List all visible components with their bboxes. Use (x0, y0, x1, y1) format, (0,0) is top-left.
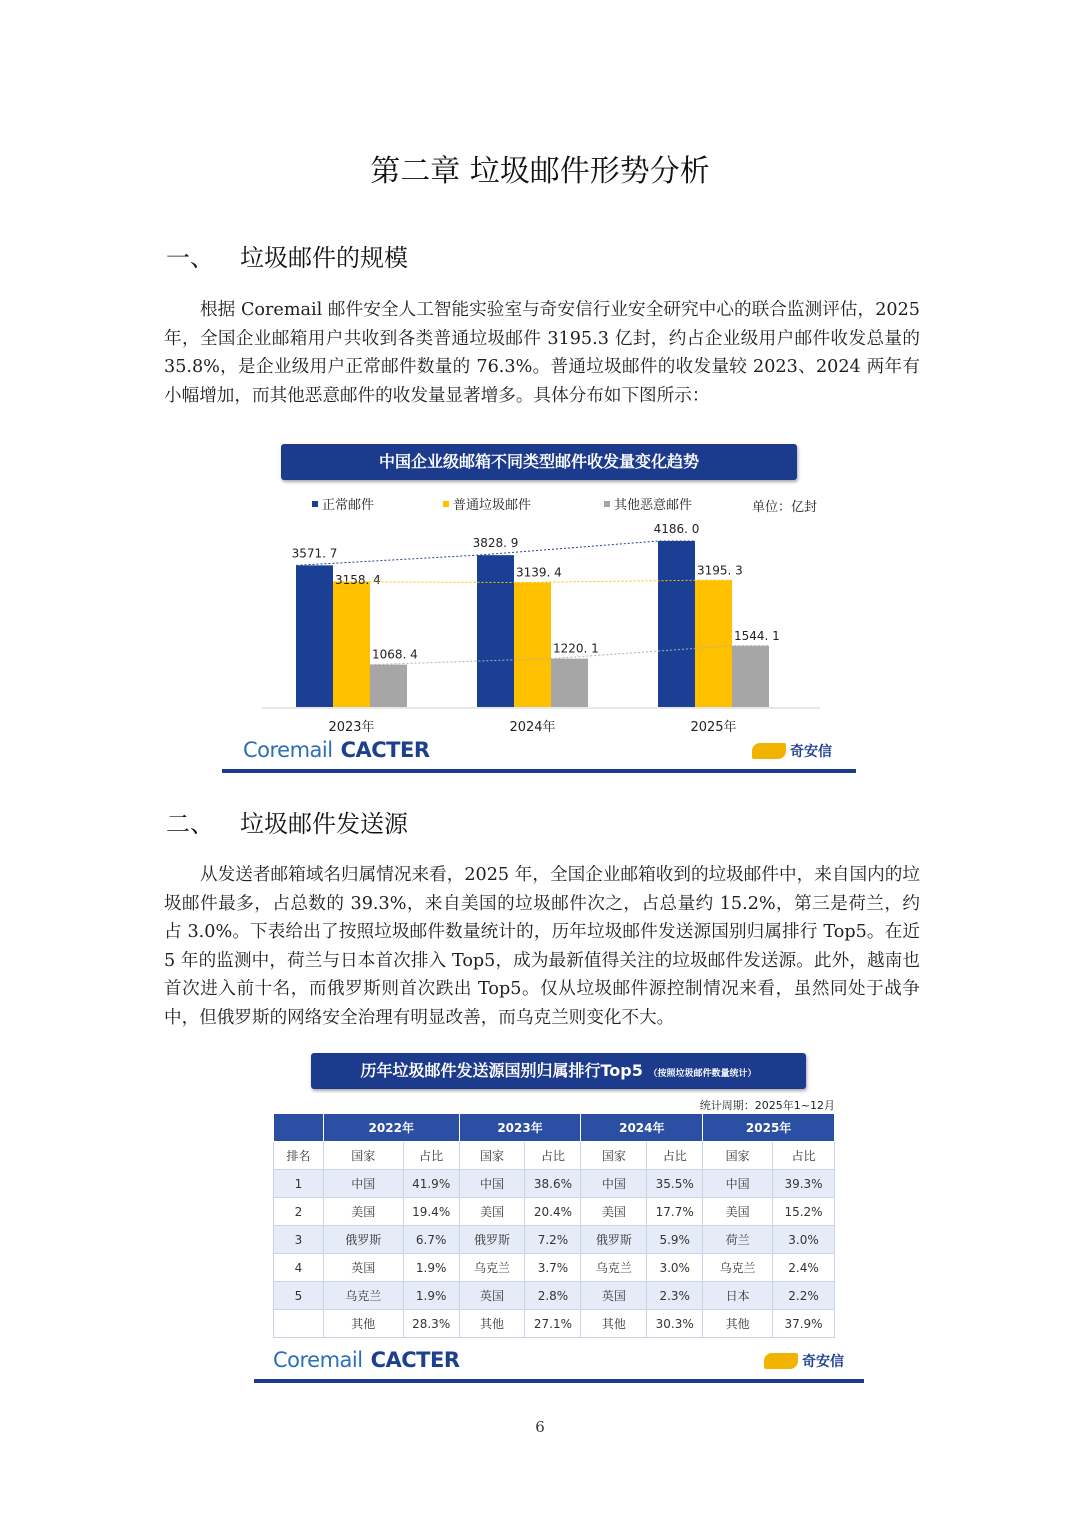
rank-cell: 3 (274, 1226, 324, 1254)
share-header: 占比 (403, 1142, 459, 1170)
share-cell: 2.3% (647, 1282, 703, 1310)
share-cell: 35.5% (647, 1170, 703, 1198)
share-cell: 2.8% (525, 1282, 581, 1310)
share-cell: 30.3% (647, 1310, 703, 1338)
share-cell: 5.9% (647, 1226, 703, 1254)
table-bottom-rule (254, 1379, 864, 1383)
country-cell: 中国 (703, 1170, 773, 1198)
country-cell: 其他 (323, 1310, 403, 1338)
country-cell: 英国 (581, 1282, 647, 1310)
page-number: 6 (535, 1418, 545, 1436)
country-cell: 其他 (459, 1310, 525, 1338)
legend-label-normal: 正常邮件 (322, 498, 375, 513)
country-cell: 乌克兰 (323, 1282, 403, 1310)
table-period: 统计周期：2025年1~12月 (699, 1099, 835, 1112)
rank-cell: 4 (274, 1254, 324, 1282)
year-header-blank (274, 1114, 324, 1142)
rank-cell (274, 1310, 324, 1338)
data-label: 4186. 0 (653, 522, 700, 536)
country-header: 国家 (581, 1142, 647, 1170)
country-cell: 中国 (459, 1170, 525, 1198)
country-cell: 其他 (703, 1310, 773, 1338)
qianxin-logo-text: 奇安信 (790, 744, 832, 760)
year-header: 2025年 (703, 1114, 835, 1142)
qianxin-logo-text: 奇安信 (802, 1354, 844, 1370)
coremail-logo-text: Coremail (273, 1348, 363, 1372)
share-cell: 3.0% (773, 1226, 835, 1254)
coremail-logo-text: Coremail (243, 738, 333, 762)
share-header: 占比 (647, 1142, 703, 1170)
share-cell: 7.2% (525, 1226, 581, 1254)
share-cell: 1.9% (403, 1282, 459, 1310)
year-header: 2022年 (323, 1114, 459, 1142)
data-label: 3571. 7 (291, 546, 338, 561)
cacter-logo-text: CACTER (370, 1348, 460, 1372)
qianxin-logo-2 (764, 1351, 844, 1371)
share-cell: 17.7% (647, 1198, 703, 1226)
share-cell: 20.4% (525, 1198, 581, 1226)
rank-cell: 2 (274, 1198, 324, 1226)
country-cell: 其他 (581, 1310, 647, 1338)
table-title: 历年垃圾邮件发送源国别归属排行Top5 (360, 1061, 643, 1080)
coremail-logo-2 (273, 1348, 460, 1372)
bar-normal (477, 555, 514, 707)
bar-malicious (370, 665, 407, 707)
country-cell: 美国 (323, 1198, 403, 1226)
legend-label-spam: 普通垃圾邮件 (453, 498, 532, 513)
data-label: 3139. 4 (516, 565, 562, 580)
qianxin-logo (752, 741, 832, 761)
share-cell: 6.7% (403, 1226, 459, 1254)
share-header: 占比 (525, 1142, 581, 1170)
section2-title: 垃圾邮件发送源 (240, 810, 408, 838)
country-cell: 乌克兰 (703, 1254, 773, 1282)
bar-normal (658, 541, 695, 707)
cacter-logo-text: CACTER (340, 738, 430, 762)
data-label: 3158. 4 (335, 572, 381, 587)
share-cell: 1.9% (403, 1254, 459, 1282)
section2-number: 二、 (166, 810, 214, 838)
section1-number: 一、 (166, 244, 214, 272)
country-header: 国家 (703, 1142, 773, 1170)
bar-malicious (551, 659, 588, 707)
share-cell: 15.2% (773, 1198, 835, 1226)
table-row (274, 1254, 835, 1282)
country-cell: 俄罗斯 (459, 1226, 525, 1254)
data-label: 1544. 1 (734, 628, 780, 643)
share-cell: 37.9% (773, 1310, 835, 1338)
bar-malicious (732, 646, 769, 707)
table-row (274, 1170, 835, 1198)
country-cell: 中国 (323, 1170, 403, 1198)
chart-title-banner: 中国企业级邮箱不同类型邮件收发量变化趋势 (281, 444, 797, 480)
share-cell: 28.3% (403, 1310, 459, 1338)
table-column-header-row (274, 1142, 835, 1170)
bar-normal (296, 565, 333, 707)
data-label: 1220. 1 (553, 641, 599, 656)
x-tick-label: 2025年 (690, 720, 737, 735)
country-cell: 俄罗斯 (581, 1226, 647, 1254)
section2-paragraph: 从发送者邮箱域名归属情况来看，2025 年，全国企业邮箱收到的垃圾邮件中，来自国内的垃圾邮件最多，占总数的 39.3%，来自美国的垃圾邮件次之，占总量约 15.2%，第三是荷兰，约占 3.0%。下表给出了按照垃圾邮件数量统计的，历年垃圾邮件发送源国别归属排行 Top5。在近 5 年的监测中，荷兰与日本首次排入 Top5，成为最新值得关注的垃圾邮件发送源。此外，越南也首次进入前十名，而俄罗斯则首次跌出 Top5。仅从垃圾邮件源控制情况来看，虽然同处于战争中，但俄罗斯的网络安全治理有明显改善，而乌克兰则变化不大。 (164, 865, 920, 1028)
table-subtitle: （按照垃圾邮件数量统计） (648, 1069, 757, 1079)
table-row (274, 1310, 835, 1338)
share-cell: 38.6% (525, 1170, 581, 1198)
data-label: 3195. 3 (697, 563, 743, 578)
share-header: 占比 (773, 1142, 835, 1170)
country-cell: 荷兰 (703, 1226, 773, 1254)
qianxin-logo-icon (764, 1353, 798, 1369)
country-cell: 美国 (703, 1198, 773, 1226)
share-cell: 19.4% (403, 1198, 459, 1226)
share-cell: 27.1% (525, 1310, 581, 1338)
table-year-header-row (274, 1114, 835, 1142)
data-label: 3828. 9 (472, 536, 519, 551)
bar-chart (0, 0, 1080, 760)
country-cell: 日本 (703, 1282, 773, 1310)
rank-header: 排名 (274, 1142, 324, 1170)
country-cell: 中国 (581, 1170, 647, 1198)
country-cell: 英国 (323, 1254, 403, 1282)
country-header: 国家 (323, 1142, 403, 1170)
share-cell: 41.9% (403, 1170, 459, 1198)
table-row (274, 1226, 835, 1254)
data-label: 1068. 4 (372, 647, 418, 662)
chart-bottom-rule (222, 769, 856, 773)
legend-label-malicious: 其他恶意邮件 (614, 498, 693, 513)
section1-title: 垃圾邮件的规模 (240, 244, 408, 272)
x-tick-label: 2024年 (509, 720, 556, 735)
chart-unit: 单位：亿封 (752, 500, 818, 515)
coremail-logo (243, 738, 430, 762)
bar-spam (333, 582, 370, 707)
table-row (274, 1282, 835, 1310)
chapter-title: 第二章 垃圾邮件形势分析 (370, 154, 710, 189)
country-cell: 乌克兰 (581, 1254, 647, 1282)
country-cell: 美国 (459, 1198, 525, 1226)
rank-cell: 1 (274, 1170, 324, 1198)
ranking-table (273, 1113, 835, 1338)
share-cell: 3.7% (525, 1254, 581, 1282)
country-header: 国家 (459, 1142, 525, 1170)
table-row (274, 1198, 835, 1226)
year-header: 2023年 (459, 1114, 581, 1142)
year-header: 2024年 (581, 1114, 703, 1142)
country-cell: 美国 (581, 1198, 647, 1226)
bar-spam (695, 580, 732, 707)
share-cell: 39.3% (773, 1170, 835, 1198)
share-cell: 2.2% (773, 1282, 835, 1310)
country-cell: 俄罗斯 (323, 1226, 403, 1254)
x-tick-label: 2023年 (328, 720, 375, 735)
section1-paragraph: 根据 Coremail 邮件安全人工智能实验室与奇安信行业安全研究中心的联合监测评估，2025 年，全国企业邮箱用户共收到各类普通垃圾邮件 3195.3 亿封，约占企业级用户邮件收发总量的 35.8%，是企业级用户正常邮件数量的 76.3%。普通垃圾邮件的收发量较 2023、2024 两年有小幅增加，而其他恶意邮件的收发量显著增多。具体分布如下图所示： (164, 300, 920, 406)
share-cell: 2.4% (773, 1254, 835, 1282)
share-cell: 3.0% (647, 1254, 703, 1282)
qianxin-logo-icon (752, 743, 786, 759)
bar-spam (514, 583, 551, 707)
table-title-banner (311, 1053, 806, 1089)
country-cell: 英国 (459, 1282, 525, 1310)
rank-cell: 5 (274, 1282, 324, 1310)
country-cell: 乌克兰 (459, 1254, 525, 1282)
